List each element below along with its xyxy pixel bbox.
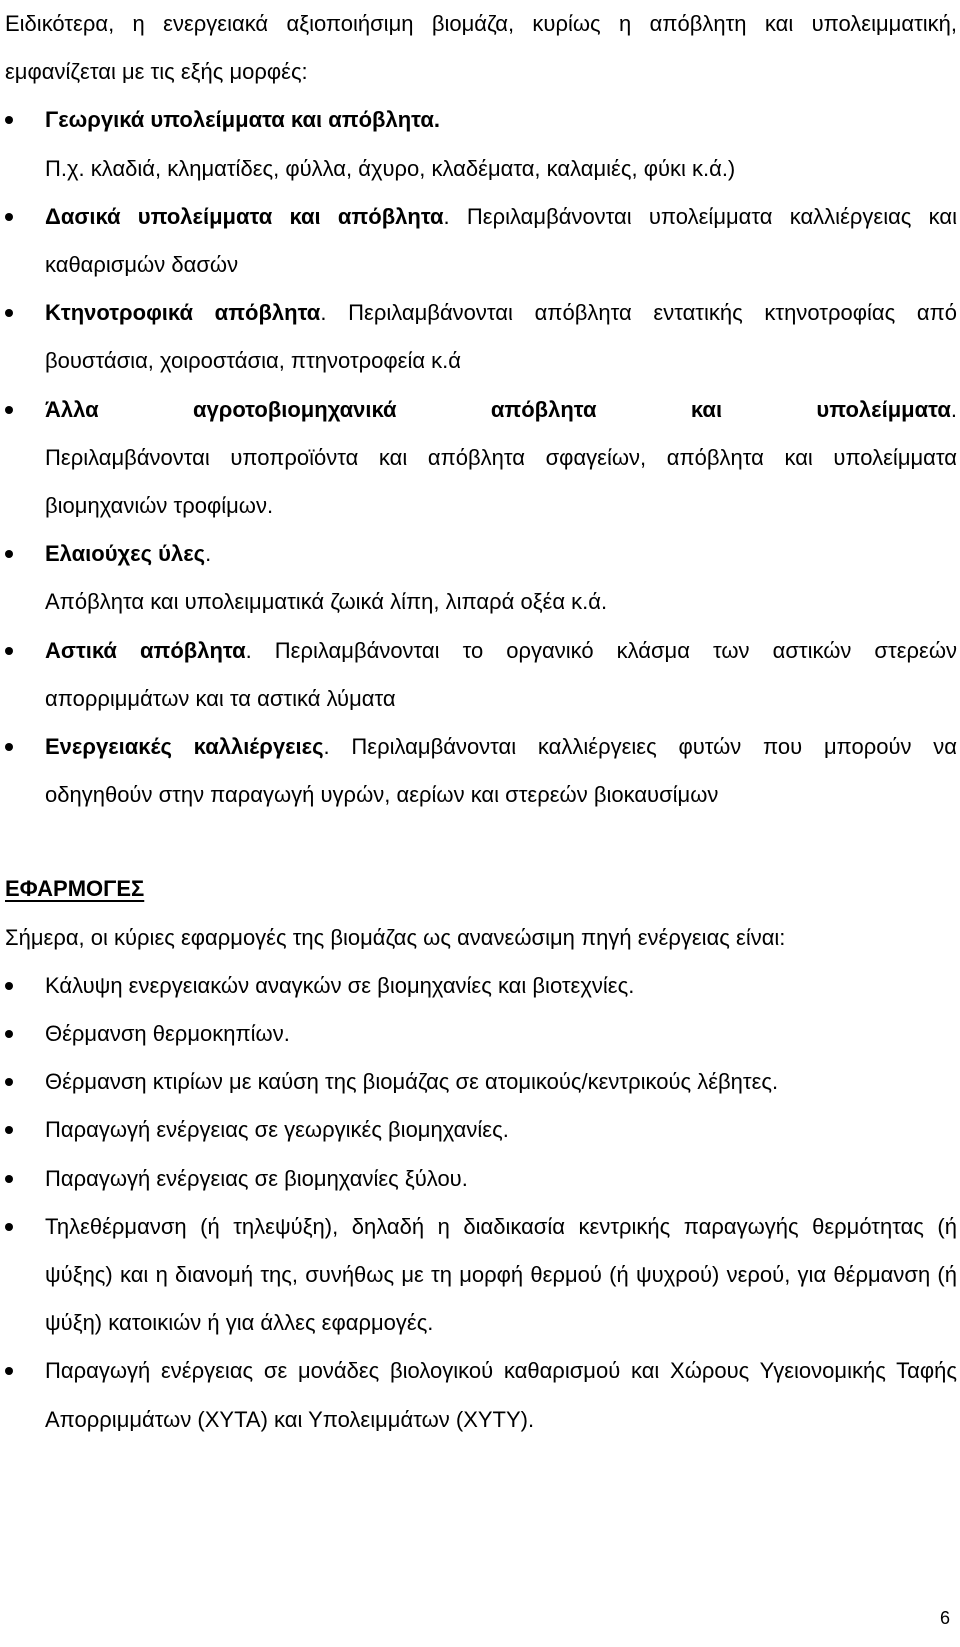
item-title: Ελαιούχες ύλες bbox=[45, 541, 206, 567]
list-item: Άλλα αγροτοβιομηχανικά απόβλητα και υπολείμματα. Περιλαμβάνονται υποπροϊόντα και απόβλητα σφαγείων, απόβλητα και υπολείμματα βιομηχανιών τροφίμων. bbox=[5, 386, 957, 531]
list-item bbox=[5, 1106, 957, 1154]
item-title: Δασικά υπολείμματα και απόβλητα bbox=[45, 203, 444, 229]
item-text: Κάλυψη ενεργειακών αναγκών σε βιομηχανίες και βιοτεχνίες. bbox=[45, 972, 635, 998]
item-description: Π.χ. κλαδιά, κληματίδες, φύλλα, άχυρο, κλαδέματα, καλαμιές, φύκι κ.ά.) bbox=[45, 155, 736, 181]
bullet-icon bbox=[5, 406, 13, 414]
list-item: Αστικά απόβλητα. Περιλαμβάνονται το οργανικό κλάσμα των αστικών στερεών απορριμμάτων και τα αστικά λύματα bbox=[5, 627, 957, 723]
applications-list bbox=[5, 962, 957, 1444]
item-description: Περιλαμβάνονται υπολείμματα καλλιέργειας και καθαρισμών δασών bbox=[45, 203, 957, 278]
bullet-icon bbox=[5, 1223, 13, 1231]
list-item bbox=[5, 96, 957, 192]
item-title: Άλλα αγροτοβιομηχανικά απόβλητα και υπολείμματα bbox=[45, 396, 951, 422]
list-item bbox=[5, 962, 957, 1010]
bullet-icon bbox=[5, 550, 13, 558]
item-description: Περιλαμβάνονται το οργανικό κλάσμα των αστικών στερεών απορριμμάτων και τα αστικά λύματα bbox=[45, 637, 957, 711]
item-description: Απόβλητα και υπολειμματικά ζωικά λίπη, λιπαρά οξέα κ.ά. bbox=[45, 589, 608, 615]
bullet-icon bbox=[5, 1175, 13, 1183]
bullet-icon bbox=[5, 116, 13, 124]
item-text: Θέρμανση κτιρίων με καύση της βιομάζας σε ατομικούς/κεντρικούς λέβητες. bbox=[45, 1069, 779, 1095]
intro-paragraph: Ειδικότερα, η ενεργειακά αξιοποιήσιμη βιομάζα, κυρίως η απόβλητη και υπολειμματική, εμφανίζεται με τις εξής μορφές: bbox=[5, 11, 957, 85]
item-title: Αστικά απόβλητα bbox=[45, 637, 246, 663]
document-page bbox=[5, 0, 957, 1444]
applications-intro: Σήμερα, οι κύριες εφαρμογές της βιομάζας ως ανανεώσιμη πηγή ενέργειας είναι: bbox=[5, 924, 786, 950]
list-item bbox=[5, 1155, 957, 1203]
list-item: Κτηνοτροφικά απόβλητα. Περιλαμβάνονται απόβλητα εντατικής κτηνοτροφίας από βουστάσια, χοιροστάσια, πτηνοτροφεία κ.ά bbox=[5, 289, 957, 385]
list-item bbox=[5, 1058, 957, 1106]
list-item bbox=[5, 1203, 957, 1348]
bullet-icon bbox=[5, 647, 13, 655]
list-item bbox=[5, 1347, 957, 1443]
item-title: Ενεργειακές καλλιέργειες bbox=[45, 734, 324, 760]
item-description: Περιλαμβάνονται καλλιέργειες φυτών που μπορούν να οδηγηθούν στην παραγωγή υγρών, αερίων και στερεών βιοκαυσίμων bbox=[45, 734, 957, 808]
list-item: Ενεργειακές καλλιέργειες. Περιλαμβάνονται καλλιέργειες φυτών που μπορούν να οδηγηθούν στην παραγωγή υγρών, αερίων και στερεών βιοκαυσίμων bbox=[5, 723, 957, 819]
list-item bbox=[5, 1010, 957, 1058]
bullet-icon bbox=[5, 1126, 13, 1134]
item-text: Τηλεθέρμανση (ή τηλεψύξη), δηλαδή η διαδικασία κεντρικής παραγωγής θερμότητας (ή ψύξης) και η διανομή της, συνήθως με τη μορφή θερμού (ή ψυχρού) νερού, για θέρμανση (ή ψύξη) κατοικιών ή για άλλες εφαρμογές. bbox=[45, 1213, 957, 1336]
item-title: Γεωργικά υπολείμματα και απόβλητα. bbox=[45, 107, 440, 133]
page-number: 6 bbox=[939, 1608, 950, 1628]
bullet-icon bbox=[5, 982, 13, 990]
item-text: Παραγωγή ενέργειας σε γεωργικές βιομηχανίες. bbox=[45, 1117, 509, 1143]
item-title: Κτηνοτροφικά απόβλητα bbox=[45, 300, 321, 326]
item-description: Περιλαμβάνονται υποπροϊόντα και απόβλητα σφαγείων, απόβλητα και υπολείμματα βιομηχανιών τροφίμων. bbox=[45, 444, 957, 519]
bullet-icon bbox=[5, 1030, 13, 1038]
item-text: Παραγωγή ενέργειας σε βιομηχανίες ξύλου. bbox=[45, 1165, 468, 1191]
bullet-icon bbox=[5, 213, 13, 221]
bullet-icon bbox=[5, 309, 13, 317]
bullet-icon bbox=[5, 1367, 13, 1375]
list-item: Δασικά υπολείμματα και απόβλητα. Περιλαμβάνονται υπολείμματα καλλιέργειας και καθαρισμών δασών bbox=[5, 193, 957, 289]
item-description: Περιλαμβάνονται απόβλητα εντατικής κτηνοτροφίας από βουστάσια, χοιροστάσια, πτηνοτροφεία κ.ά bbox=[45, 300, 957, 374]
item-text: Θέρμανση θερμοκηπίων. bbox=[45, 1021, 290, 1047]
item-text: Παραγωγή ενέργειας σε μονάδες βιολογικού καθαρισμού και Χώρους Υγειονομικής Ταφής Απορριμμάτων (ΧΥΤΑ) και Υπολειμμάτων (ΧΥΤΥ). bbox=[45, 1358, 957, 1432]
bullet-icon bbox=[5, 1078, 13, 1086]
biomass-forms-list bbox=[5, 96, 957, 819]
list-item: Ελαιούχες ύλες. Απόβλητα και υπολειμματικά ζωικά λίπη, λιπαρά οξέα κ.ά. bbox=[5, 530, 957, 626]
section-heading: ΕΦΑΡΜΟΓΕΣ bbox=[5, 876, 145, 902]
bullet-icon bbox=[5, 743, 13, 751]
